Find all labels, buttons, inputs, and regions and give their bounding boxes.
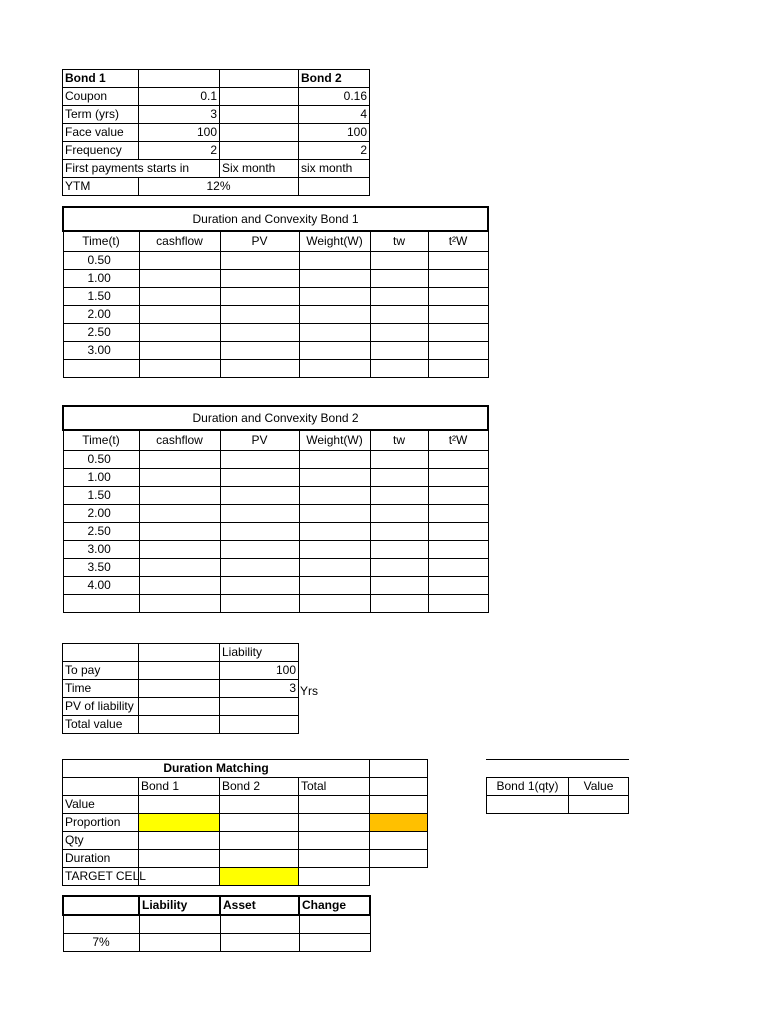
cell-bond1-face-value[interactable]: 100: [139, 124, 220, 142]
header-time[interactable]: Time(t): [63, 430, 139, 450]
time-cell[interactable]: 2.00: [63, 504, 139, 522]
time-cell[interactable]: 3.00: [63, 341, 139, 359]
cell-bond2-term[interactable]: 4: [299, 106, 370, 124]
cell-to-pay-label[interactable]: To pay: [63, 662, 139, 680]
cell[interactable]: [63, 644, 139, 662]
duration-matching-table: [62, 759, 428, 886]
header-t2w[interactable]: t²W: [428, 430, 488, 450]
cell[interactable]: [139, 680, 220, 698]
cell[interactable]: [299, 850, 370, 868]
time-cell[interactable]: 1.00: [63, 468, 139, 486]
cell[interactable]: [299, 504, 370, 522]
header-cashflow[interactable]: cashflow: [139, 430, 220, 450]
cell[interactable]: [428, 305, 488, 323]
cell[interactable]: [299, 915, 370, 933]
bond1-table-title[interactable]: Duration and Convexity Bond 1: [63, 207, 488, 231]
cell[interactable]: [299, 450, 370, 468]
cell[interactable]: [370, 504, 428, 522]
cell-first-payment-label[interactable]: First payments starts in: [63, 160, 220, 178]
cell[interactable]: [299, 305, 370, 323]
duration-matching-title[interactable]: Duration Matching: [63, 760, 370, 778]
cell[interactable]: [428, 486, 488, 504]
header-tw[interactable]: tw: [370, 430, 428, 450]
table-row: [63, 576, 488, 594]
header-weight[interactable]: Weight(W): [299, 430, 370, 450]
cell[interactable]: [299, 796, 370, 814]
table-row: [63, 305, 488, 323]
cell[interactable]: [428, 504, 488, 522]
cell[interactable]: [299, 594, 370, 612]
cell-bond1-first-payment[interactable]: Six month: [220, 160, 299, 178]
cell[interactable]: [299, 486, 370, 504]
time-cell[interactable]: 1.50: [63, 486, 139, 504]
cell[interactable]: [428, 269, 488, 287]
cell[interactable]: [220, 540, 299, 558]
cell[interactable]: [370, 251, 428, 269]
cell[interactable]: [299, 933, 370, 951]
header-bond1[interactable]: Bond 1: [139, 778, 220, 796]
time-cell[interactable]: 3.00: [63, 540, 139, 558]
cell[interactable]: [428, 323, 488, 341]
cell[interactable]: [220, 486, 299, 504]
cell[interactable]: [139, 644, 220, 662]
time-cell[interactable]: 0.50: [63, 450, 139, 468]
bond1-qty-table: [486, 759, 629, 814]
cell-coupon-label[interactable]: Coupon: [63, 88, 139, 106]
cell-to-pay-value[interactable]: 100: [220, 662, 299, 680]
cell[interactable]: [370, 540, 428, 558]
cell[interactable]: [220, 832, 299, 850]
cell[interactable]: [428, 540, 488, 558]
table-row: [63, 251, 488, 269]
cell[interactable]: [428, 341, 488, 359]
change-table: [62, 895, 371, 952]
cell-bond1-frequency[interactable]: 2: [139, 142, 220, 160]
proportion-total-cell[interactable]: [370, 814, 428, 832]
cell-bond1-term[interactable]: 3: [139, 106, 220, 124]
table-row: [63, 522, 488, 540]
bond2-duration-table: [62, 405, 489, 613]
table-row: [63, 486, 488, 504]
cell[interactable]: [370, 450, 428, 468]
table-row: [63, 558, 488, 576]
cell[interactable]: [139, 468, 220, 486]
cell-frequency-label[interactable]: Frequency: [63, 142, 139, 160]
cell[interactable]: [299, 522, 370, 540]
cell[interactable]: [370, 323, 428, 341]
cell[interactable]: [63, 915, 139, 933]
cell-bond2-first-payment[interactable]: six month: [299, 160, 370, 178]
header-bond2[interactable]: Bond 2: [220, 778, 299, 796]
cell[interactable]: [299, 814, 370, 832]
cell[interactable]: [428, 287, 488, 305]
bond-info-table: [62, 69, 370, 196]
cell[interactable]: [63, 896, 139, 915]
cell-bond2-coupon[interactable]: 0.16: [299, 88, 370, 106]
cell[interactable]: [299, 178, 370, 196]
cell[interactable]: [220, 576, 299, 594]
cell-ytm-value[interactable]: 12%: [139, 178, 299, 196]
time-cell[interactable]: [63, 359, 139, 377]
cell[interactable]: [569, 796, 629, 814]
row-duration-label[interactable]: Duration: [63, 850, 139, 868]
cell[interactable]: [370, 341, 428, 359]
cell[interactable]: [220, 305, 299, 323]
cell[interactable]: [569, 760, 629, 778]
cell[interactable]: [139, 486, 220, 504]
cell[interactable]: [487, 760, 569, 778]
time-cell[interactable]: 4.00: [63, 576, 139, 594]
cell[interactable]: [487, 796, 569, 814]
cell[interactable]: [370, 468, 428, 486]
header-liability[interactable]: Liability: [139, 896, 220, 915]
cell[interactable]: [370, 760, 428, 778]
cell-ytm-label[interactable]: YTM: [63, 178, 139, 196]
cell[interactable]: [139, 662, 220, 680]
cell[interactable]: [299, 832, 370, 850]
header-pv[interactable]: PV: [220, 430, 299, 450]
cell[interactable]: [139, 450, 220, 468]
cell[interactable]: [370, 287, 428, 305]
time-cell[interactable]: 1.50: [63, 287, 139, 305]
cell[interactable]: [220, 522, 299, 540]
cell-time-value[interactable]: 3: [220, 680, 299, 698]
cell-bond2-face-value[interactable]: 100: [299, 124, 370, 142]
bond2-table-title[interactable]: Duration and Convexity Bond 2: [63, 406, 488, 430]
cell[interactable]: [220, 88, 299, 106]
cell[interactable]: [370, 850, 428, 868]
liability-header[interactable]: Liability: [220, 644, 299, 662]
cell[interactable]: [220, 124, 299, 142]
table-row: [63, 540, 488, 558]
cell[interactable]: [299, 341, 370, 359]
time-cell[interactable]: 3.50: [63, 558, 139, 576]
bond1-duration-table: [62, 206, 489, 378]
cell[interactable]: [220, 450, 299, 468]
cell[interactable]: [220, 594, 299, 612]
cell[interactable]: [220, 915, 299, 933]
cell[interactable]: [370, 576, 428, 594]
cell[interactable]: [139, 287, 220, 305]
time-cell[interactable]: 2.50: [63, 323, 139, 341]
row-qty-label[interactable]: Qty: [63, 832, 139, 850]
header-asset[interactable]: Asset: [220, 896, 299, 915]
cell[interactable]: [220, 698, 299, 716]
cell[interactable]: [428, 576, 488, 594]
cell: [370, 868, 428, 886]
cell[interactable]: [220, 814, 299, 832]
header-pv[interactable]: PV: [220, 231, 299, 251]
cell[interactable]: [139, 796, 220, 814]
cell[interactable]: [370, 594, 428, 612]
cell[interactable]: [220, 323, 299, 341]
cell[interactable]: [370, 796, 428, 814]
header-bond1-qty[interactable]: Bond 1(qty): [487, 778, 569, 796]
cell[interactable]: [370, 558, 428, 576]
header-weight[interactable]: Weight(W): [299, 231, 370, 251]
cell[interactable]: [63, 778, 139, 796]
cell[interactable]: [139, 850, 220, 868]
cell[interactable]: [370, 305, 428, 323]
cell[interactable]: [299, 323, 370, 341]
cell[interactable]: [220, 796, 299, 814]
cell[interactable]: [139, 933, 220, 951]
cell[interactable]: [220, 341, 299, 359]
cell[interactable]: [370, 832, 428, 850]
table-row: [63, 450, 488, 468]
cell[interactable]: [220, 468, 299, 486]
time-cell[interactable]: 0.50: [63, 251, 139, 269]
cell[interactable]: [428, 594, 488, 612]
time-cell[interactable]: 2.00: [63, 305, 139, 323]
cell[interactable]: [299, 251, 370, 269]
cell[interactable]: [220, 359, 299, 377]
cell[interactable]: [139, 522, 220, 540]
time-cell[interactable]: [63, 594, 139, 612]
cell-face-value-label[interactable]: Face value: [63, 124, 139, 142]
cell-total-value-label[interactable]: Total value: [63, 716, 139, 734]
time-cell[interactable]: 2.50: [63, 522, 139, 540]
cell[interactable]: [299, 468, 370, 486]
header-time[interactable]: Time(t): [63, 231, 139, 251]
cell[interactable]: [220, 287, 299, 305]
cell[interactable]: [139, 323, 220, 341]
time-cell[interactable]: 1.00: [63, 269, 139, 287]
cell[interactable]: [139, 341, 220, 359]
cell[interactable]: [220, 251, 299, 269]
cell[interactable]: [428, 558, 488, 576]
cell[interactable]: [428, 251, 488, 269]
cell[interactable]: [139, 558, 220, 576]
row-target-cell-label[interactable]: TARGET CELL: [63, 868, 139, 886]
cell[interactable]: [139, 251, 220, 269]
header-cashflow[interactable]: cashflow: [139, 231, 220, 251]
cell[interactable]: [220, 558, 299, 576]
cell[interactable]: [428, 359, 488, 377]
cell[interactable]: [220, 106, 299, 124]
cell-bond1-coupon[interactable]: 0.1: [139, 88, 220, 106]
cell[interactable]: [428, 522, 488, 540]
cell[interactable]: [428, 450, 488, 468]
table-row: [63, 594, 488, 612]
cell[interactable]: [299, 269, 370, 287]
row-proportion-label[interactable]: Proportion: [63, 814, 139, 832]
target-cell[interactable]: [220, 868, 299, 886]
cell[interactable]: [139, 594, 220, 612]
cell[interactable]: [299, 558, 370, 576]
cell[interactable]: [299, 868, 370, 886]
cell[interactable]: [139, 716, 220, 734]
cell-bond2-label[interactable]: Bond 2: [299, 70, 370, 88]
cell[interactable]: [370, 486, 428, 504]
cell[interactable]: [139, 269, 220, 287]
cell[interactable]: [428, 468, 488, 486]
cell[interactable]: [299, 576, 370, 594]
cell-pv-liability-label[interactable]: PV of liability: [63, 698, 139, 716]
table-row: [63, 269, 488, 287]
cell[interactable]: [370, 359, 428, 377]
cell[interactable]: [299, 359, 370, 377]
cell[interactable]: [220, 850, 299, 868]
row-value-label[interactable]: Value: [63, 796, 139, 814]
cell[interactable]: [370, 778, 428, 796]
table-row: [63, 468, 488, 486]
cell[interactable]: [139, 305, 220, 323]
cell-time-label[interactable]: Time: [63, 680, 139, 698]
cell[interactable]: [139, 70, 220, 88]
table-row: [63, 359, 488, 377]
cell[interactable]: [139, 698, 220, 716]
cell[interactable]: [139, 359, 220, 377]
cell[interactable]: [220, 504, 299, 522]
header-value[interactable]: Value: [569, 778, 629, 796]
table-row: [63, 341, 488, 359]
rate-cell[interactable]: 7%: [63, 933, 139, 951]
header-t2w[interactable]: t²W: [428, 231, 488, 251]
header-change[interactable]: Change: [299, 896, 370, 915]
cell[interactable]: [139, 576, 220, 594]
cell-term-label[interactable]: Term (yrs): [63, 106, 139, 124]
cell[interactable]: [220, 933, 299, 951]
liability-table: [62, 643, 299, 734]
cell[interactable]: [299, 540, 370, 558]
cell[interactable]: [220, 70, 299, 88]
cell-bond2-frequency[interactable]: 2: [299, 142, 370, 160]
table-row: [63, 504, 488, 522]
cell[interactable]: [139, 915, 220, 933]
cell[interactable]: [220, 716, 299, 734]
header-total[interactable]: Total: [299, 778, 370, 796]
cell[interactable]: [370, 269, 428, 287]
cell[interactable]: [139, 868, 220, 886]
table-row: [63, 287, 488, 305]
cell[interactable]: [139, 504, 220, 522]
table-row: [63, 323, 488, 341]
proportion-bond1-cell[interactable]: [139, 814, 220, 832]
cell[interactable]: [139, 832, 220, 850]
cell[interactable]: [370, 522, 428, 540]
time-unit-label: Yrs: [300, 684, 318, 698]
cell-bond1-label[interactable]: Bond 1: [63, 70, 139, 88]
cell[interactable]: [299, 287, 370, 305]
header-tw[interactable]: tw: [370, 231, 428, 251]
cell[interactable]: [139, 540, 220, 558]
cell[interactable]: [220, 142, 299, 160]
cell[interactable]: [220, 269, 299, 287]
